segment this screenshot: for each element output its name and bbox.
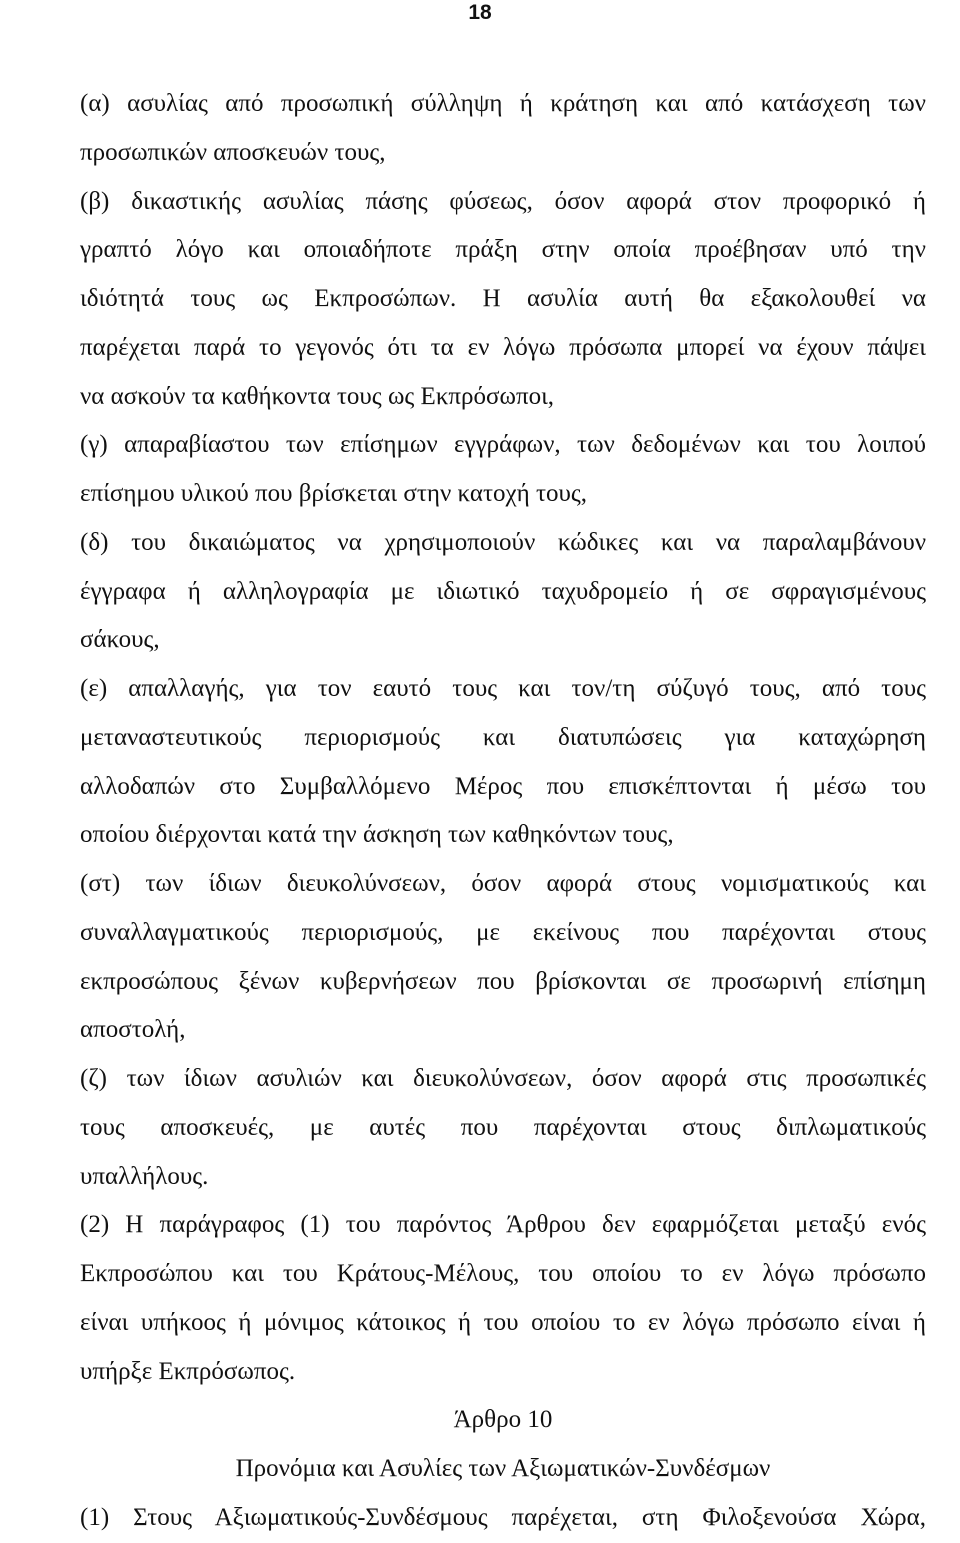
text-line: (β) δικαστικής ασυλίας πάσης φύσεως, όσον αφορά στον προφορικό ή xyxy=(80,187,926,215)
text-line: (γ) απαραβίαστου των επίσημων εγγράφων, των δεδομένων και του λοιπού xyxy=(80,431,926,459)
text-line: επίσημου υλικού που βρίσκεται στην κατοχή τους, xyxy=(80,480,588,507)
text-line: να ασκούν τα καθήκοντα τους ως Εκπρόσωποι, xyxy=(80,382,555,410)
text-line: εκπροσώπους ξένων κυβερνήσεων που βρίσκονται σε προσωρινή επίσημη xyxy=(80,967,926,995)
text-line: υπήρξε Εκπρόσωπος. xyxy=(80,1357,296,1385)
text-line: μεταναστευτικούς περιορισμούς και διατυπώσεις για καταχώρηση xyxy=(80,723,926,751)
text-line: οποίου διέρχονται κατά την άσκηση των καθηκόντων τους, xyxy=(80,821,674,849)
page-number: 18 xyxy=(468,1,492,24)
text-line: προσωπικών αποσκευών τους, xyxy=(80,138,386,166)
text-line: (α) ασυλίας από προσωπική σύλληψη ή κράτηση και από κατάσχεση των xyxy=(80,90,926,117)
text-line: αποστολή, xyxy=(80,1016,186,1044)
text-line: υπαλλήλους. xyxy=(80,1162,209,1190)
text-line: (ζ) των ίδιων ασυλιών και διευκολύνσεων, όσον αφορά στις προσωπικές xyxy=(80,1065,926,1092)
text-line: παρέχεται παρά το γεγονός ότι τα εν λόγω πρόσωπα μπορεί να έχουν πάψει xyxy=(80,333,926,361)
text-line: συναλλαγματικούς περιορισμούς, με εκείνους που παρέχονται στους xyxy=(80,918,926,946)
text-line: Εκπροσώπου και του Κράτους-Μέλους, του οποίου το εν λόγω πρόσωπο xyxy=(80,1260,926,1287)
text-line: (1) Στους Αξιωματικούς-Συνδέσμους παρέχεται, στη Φιλοξενούσα Χώρα, xyxy=(80,1503,926,1531)
text-line: έγγραφα ή αλληλογραφία με ιδιωτικό ταχυδρομείο ή σε σφραγισμένους xyxy=(80,577,926,605)
text-line: (ε) απαλλαγής, για τον εαυτό τους και τον/τη σύζυγό τους, από τους xyxy=(80,675,926,702)
text-line: (στ) των ίδιων διευκολύνσεων, όσον αφορά στους νομισματικούς και xyxy=(80,870,926,897)
text-line: τους αποσκευές, με αυτές που παρέχονται στους διπλωματικούς xyxy=(80,1113,926,1141)
article-title: Προνόμια και Ασυλίες των Αξιωματικών-Συνδέσμων xyxy=(235,1455,771,1482)
text-line: (2) Η παράγραφος (1) του παρόντος Άρθρου δεν εφαρμόζεται μεταξύ ενός xyxy=(80,1211,926,1239)
text-line: σάκους, xyxy=(80,626,160,654)
text-line: αλλοδαπών στο Συμβαλλόμενο Μέρος που επισκέπτονται ή μέσω του xyxy=(80,772,926,800)
article-heading: Άρθρο 10 xyxy=(453,1406,553,1434)
text-line: γραπτό λόγο και οποιαδήποτε πράξη στην οποία προέβησαν υπό την xyxy=(80,236,926,264)
text-line: είναι υπήκοος ή μόνιμος κάτοικος ή του οποίου το εν λόγω πρόσωπο είναι ή xyxy=(80,1308,926,1336)
text-line: (δ) του δικαιώματος να χρησιμοποιούν κώδικες και να παραλαμβάνουν xyxy=(80,528,926,556)
document-body xyxy=(80,80,926,1543)
text-line: ιδιότητά τους ως Εκπροσώπων. Η ασυλία αυτή θα εξακολουθεί να xyxy=(80,285,926,312)
